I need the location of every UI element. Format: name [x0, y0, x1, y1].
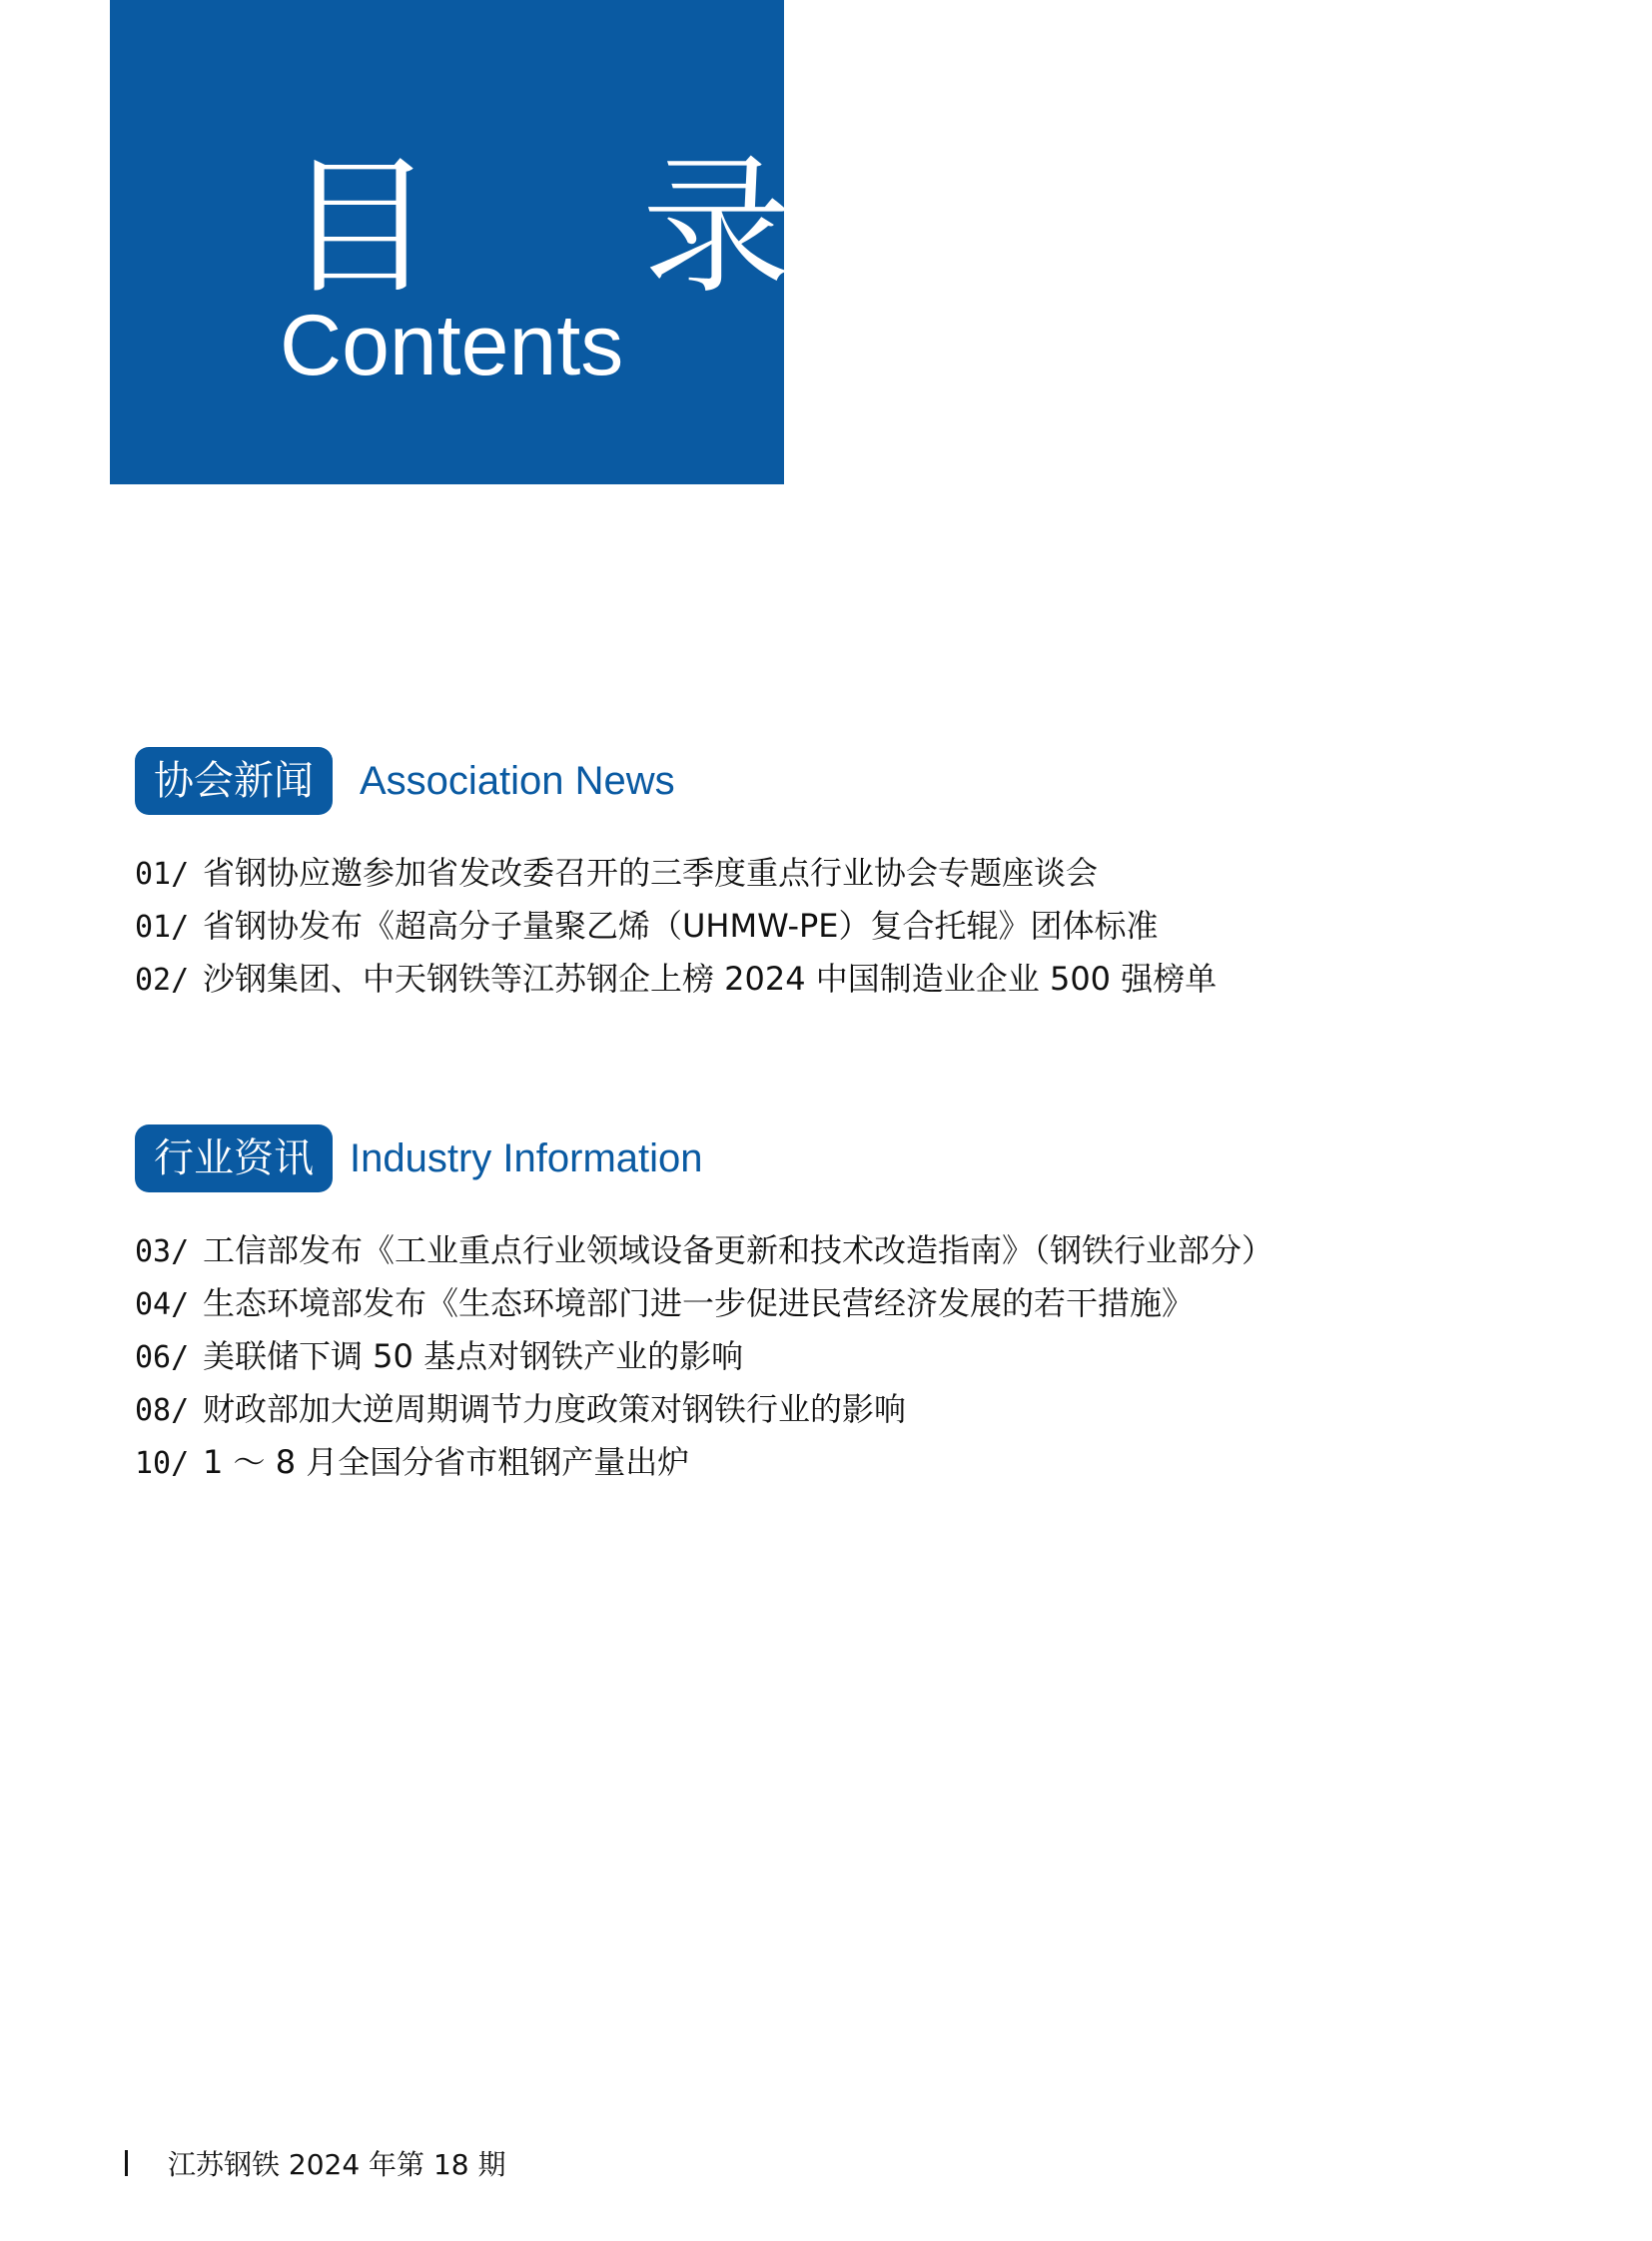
toc-item-page: 10/ [135, 1446, 190, 1481]
toc-item-page: 03/ [135, 1234, 190, 1269]
footer-issue-text: 江苏钢铁 2024 年第 18 期 [168, 2148, 506, 2181]
section-title-en: Industry Information [350, 1136, 703, 1180]
toc-item-page: 08/ [135, 1393, 190, 1428]
section-title-en: Association News [360, 759, 675, 803]
toc-item[interactable] [135, 1330, 1273, 1383]
toc-item-title: 沙钢集团、中天钢铁等江苏钢企上榜 2024 中国制造业企业 500 强榜单 [203, 960, 1218, 998]
contents-title-cn: 目 录 [285, 141, 872, 315]
toc-item-title: 生态环境部发布《生态环境部门进一步促进民营经济发展的若干措施》 [203, 1284, 1195, 1322]
contents-title-en: Contents [280, 298, 624, 393]
toc-item[interactable] [135, 1436, 1273, 1489]
toc-item-title: 1 ～ 8 月全国分省市粗钢产量出炉 [203, 1443, 690, 1481]
toc-item-title: 财政部加大逆周期调节力度政策对钢铁行业的影响 [203, 1390, 907, 1428]
section-badge: 协会新闻 [135, 747, 333, 815]
toc-list [135, 1224, 1273, 1489]
footer-divider [125, 2150, 128, 2176]
toc-item[interactable] [135, 1277, 1273, 1330]
section-badge: 行业资讯 [135, 1124, 333, 1192]
toc-item-page: 06/ [135, 1340, 190, 1375]
toc-item[interactable] [135, 1224, 1273, 1277]
toc-item-title: 省钢协发布《超高分子量聚乙烯（UHMW-PE）复合托辊》团体标准 [203, 907, 1159, 945]
toc-item-title: 工信部发布《工业重点行业领域设备更新和技术改造指南》（钢铁行业部分） [203, 1231, 1274, 1269]
toc-item[interactable] [135, 900, 1217, 953]
toc-item-page: 04/ [135, 1287, 190, 1322]
toc-item-title: 美联储下调 50 基点对钢铁产业的影响 [203, 1337, 744, 1375]
toc-item-title: 省钢协应邀参加省发改委召开的三季度重点行业协会专题座谈会 [203, 854, 1099, 892]
toc-item[interactable] [135, 953, 1217, 1006]
toc-item-page: 02/ [135, 963, 190, 998]
toc-item-page: 01/ [135, 910, 190, 945]
toc-list [135, 847, 1217, 1006]
page-footer [125, 2145, 506, 2185]
contents-title-block [110, 0, 872, 484]
toc-item[interactable] [135, 847, 1217, 900]
toc-item-page: 01/ [135, 857, 190, 892]
toc-item[interactable] [135, 1383, 1273, 1436]
